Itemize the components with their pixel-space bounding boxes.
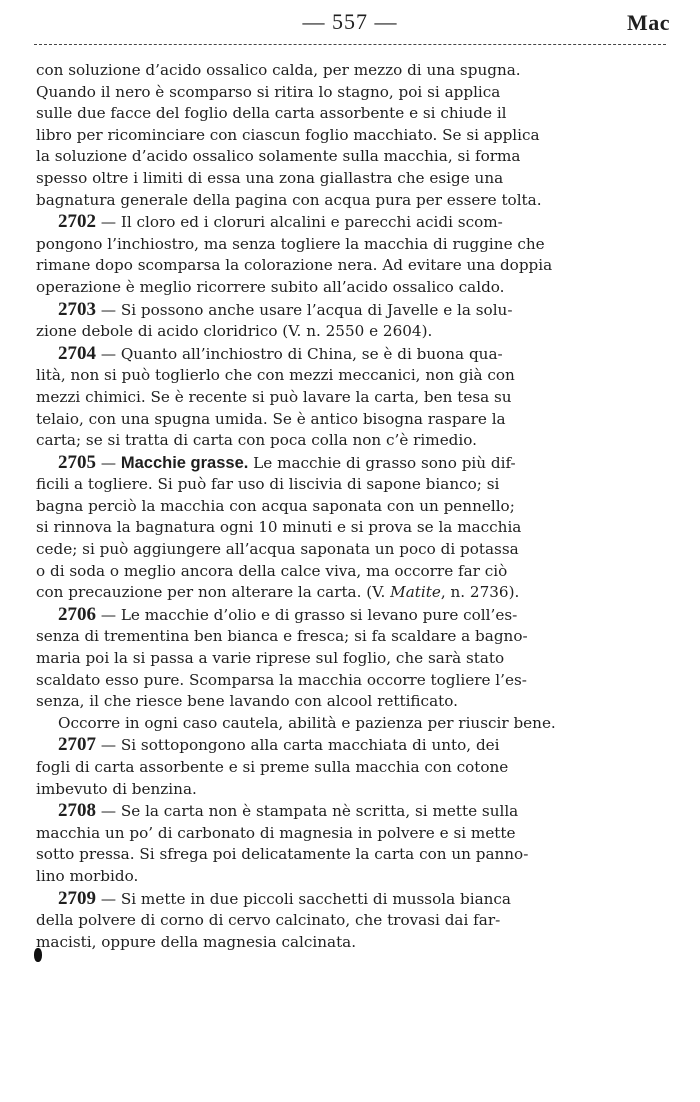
text-run: , n. 2736). bbox=[440, 583, 520, 602]
text-line: telaio, con una spugna umida. Se è antico bisogna raspare la bbox=[36, 409, 506, 428]
text-line: o di soda o meglio ancora della calce viva, ma occorre far ciò bbox=[36, 561, 508, 580]
text-line: pongono l’inchiostro, ma senza togliere la macchia di ruggine che bbox=[36, 234, 545, 253]
paragraph-2703 bbox=[36, 299, 632, 343]
text-line: senza di trementina ben bianca e fresca; si fa scaldare a bagno- bbox=[36, 627, 528, 646]
text-run: — bbox=[96, 453, 121, 472]
text-line: senza, il che riesce bene lavando con alcool rettificato. bbox=[36, 692, 458, 711]
paragraph-number: 2708 bbox=[58, 800, 96, 822]
text-run: con precauzione per non alterare la carta. (V. bbox=[36, 583, 391, 602]
text-run: — Il cloro ed i cloruri alcalini e parecchi acidi scom- bbox=[96, 213, 503, 232]
paragraph-number: 2705 bbox=[58, 451, 96, 473]
text-line: fogli di carta assorbente e si preme sulla macchia con cotone bbox=[36, 758, 509, 776]
page-header bbox=[0, 0, 700, 50]
text-line: sulle due facce del foglio della carta assorbente e si chiude il bbox=[36, 104, 507, 123]
paragraph-2705 bbox=[36, 452, 632, 604]
text-line bbox=[36, 452, 632, 475]
text-line bbox=[36, 734, 632, 757]
paragraph-note bbox=[36, 713, 632, 735]
paragraph-2708 bbox=[36, 800, 632, 887]
section-heading: Macchie grasse. bbox=[120, 453, 249, 472]
text-run: — Si possono anche usare l’acqua di Javelle e la solu- bbox=[96, 300, 513, 319]
paragraph-number: 2703 bbox=[58, 298, 96, 320]
text-line: spesso oltre i limiti di essa una zona giallastra che esige una bbox=[36, 168, 504, 187]
text-line: mezzi chimici. Se è recente si può lavare la carta, ben tesa su bbox=[36, 387, 512, 406]
text-run: — Le macchie d’olio e di grasso si levano pure coll’es- bbox=[96, 605, 518, 624]
text-line bbox=[36, 299, 632, 322]
text-line: Quando il nero è scomparso si ritira lo stagno, poi si applica bbox=[36, 82, 501, 101]
text-line: carta; se si tratta di carta con poca colla non c’è rimedio. bbox=[36, 431, 477, 450]
text-line: operazione è meglio ricorrere subito all’acido ossalico caldo. bbox=[36, 277, 505, 296]
paragraph-2709 bbox=[36, 888, 632, 954]
text-line: imbevuto di benzina. bbox=[36, 779, 197, 798]
paragraph-number: 2704 bbox=[58, 342, 96, 364]
paragraph-2702 bbox=[36, 211, 632, 298]
text-line bbox=[36, 888, 632, 911]
text-line: si rinnova la bagnatura ogni 10 minuti e si prova se la macchia bbox=[36, 518, 522, 537]
text-line: maria poi la si passa a varie riprese sul foglio, che sarà stato bbox=[36, 649, 505, 668]
page-body bbox=[36, 60, 632, 953]
paragraph-number: 2709 bbox=[58, 887, 96, 909]
text-line bbox=[36, 343, 632, 366]
text-line: bagnatura generale della pagina con acqua pura per essere tolta. bbox=[36, 190, 542, 209]
text-line bbox=[36, 211, 632, 234]
text-line bbox=[36, 582, 632, 604]
text-line: zione debole di acido cloridrico (V. n. 2550 e 2604). bbox=[36, 322, 433, 341]
text-run: Le macchie di grasso sono più dif- bbox=[248, 453, 516, 472]
text-run: — Si mette in due piccoli sacchetti di mussola bianca bbox=[96, 889, 511, 908]
text-line: lino morbido. bbox=[36, 866, 139, 885]
paragraph-2707 bbox=[36, 734, 632, 800]
paragraph-number: 2702 bbox=[58, 211, 96, 233]
paragraph-number: 2706 bbox=[58, 603, 96, 625]
text-line: con soluzione d’acido ossalico calda, per mezzo di una spugna. bbox=[36, 61, 521, 79]
text-line bbox=[36, 604, 632, 627]
text-line: libro per ricominciare con ciascun foglio macchiato. Se si applica bbox=[36, 125, 540, 144]
text-line: Occorre in ogni caso cautela, abilità e pazienza per riuscir bene. bbox=[58, 713, 556, 732]
text-line: lità, non si può toglierlo che con mezzi meccanici, non già con bbox=[36, 366, 515, 385]
text-run: — Se la carta non è stampata nè scritta, si mette sulla bbox=[96, 802, 519, 821]
paragraph-number: 2707 bbox=[58, 734, 96, 756]
text-line: la soluzione d’acido ossalico solamente sulla macchia, si forma bbox=[36, 147, 521, 166]
text-line: bagna perciò la macchia con acqua saponata con un pennello; bbox=[36, 496, 515, 515]
text-line: rimane dopo scomparsa la colorazione nera. Ad evitare una doppia bbox=[36, 256, 553, 275]
text-line: macchia un po’ di carbonato di magnesia in polvere e si mette bbox=[36, 823, 516, 842]
text-line: sotto pressa. Si sfrega poi delicatamente la carta con un panno- bbox=[36, 845, 529, 864]
cross-reference: Matite bbox=[390, 583, 441, 602]
text-line: macisti, oppure della magnesia calcinata. bbox=[36, 932, 357, 951]
header-rule bbox=[34, 44, 666, 45]
page-number: — 557 — bbox=[302, 9, 398, 34]
running-head: Mac bbox=[626, 10, 670, 35]
text-line bbox=[36, 800, 632, 823]
paragraph-2704 bbox=[36, 343, 632, 452]
paragraph-continuation bbox=[36, 60, 632, 211]
text-run: — Quanto all’inchiostro di China, se è di buona qua- bbox=[96, 344, 503, 363]
text-line: cede; si può aggiungere all’acqua saponata un poco di potassa bbox=[36, 540, 519, 559]
text-line: della polvere di corno di cervo calcinato, che trovasi dai far- bbox=[36, 911, 501, 930]
text-run: — Si sottopongono alla carta macchiata di unto, dei bbox=[96, 736, 500, 755]
text-line: scaldato esso pure. Scomparsa la macchia occorre togliere l’es- bbox=[36, 670, 527, 689]
text-line: ficili a togliere. Si può far uso di liscivia di sapone bianco; si bbox=[36, 475, 500, 494]
paragraph-2706 bbox=[36, 604, 632, 713]
